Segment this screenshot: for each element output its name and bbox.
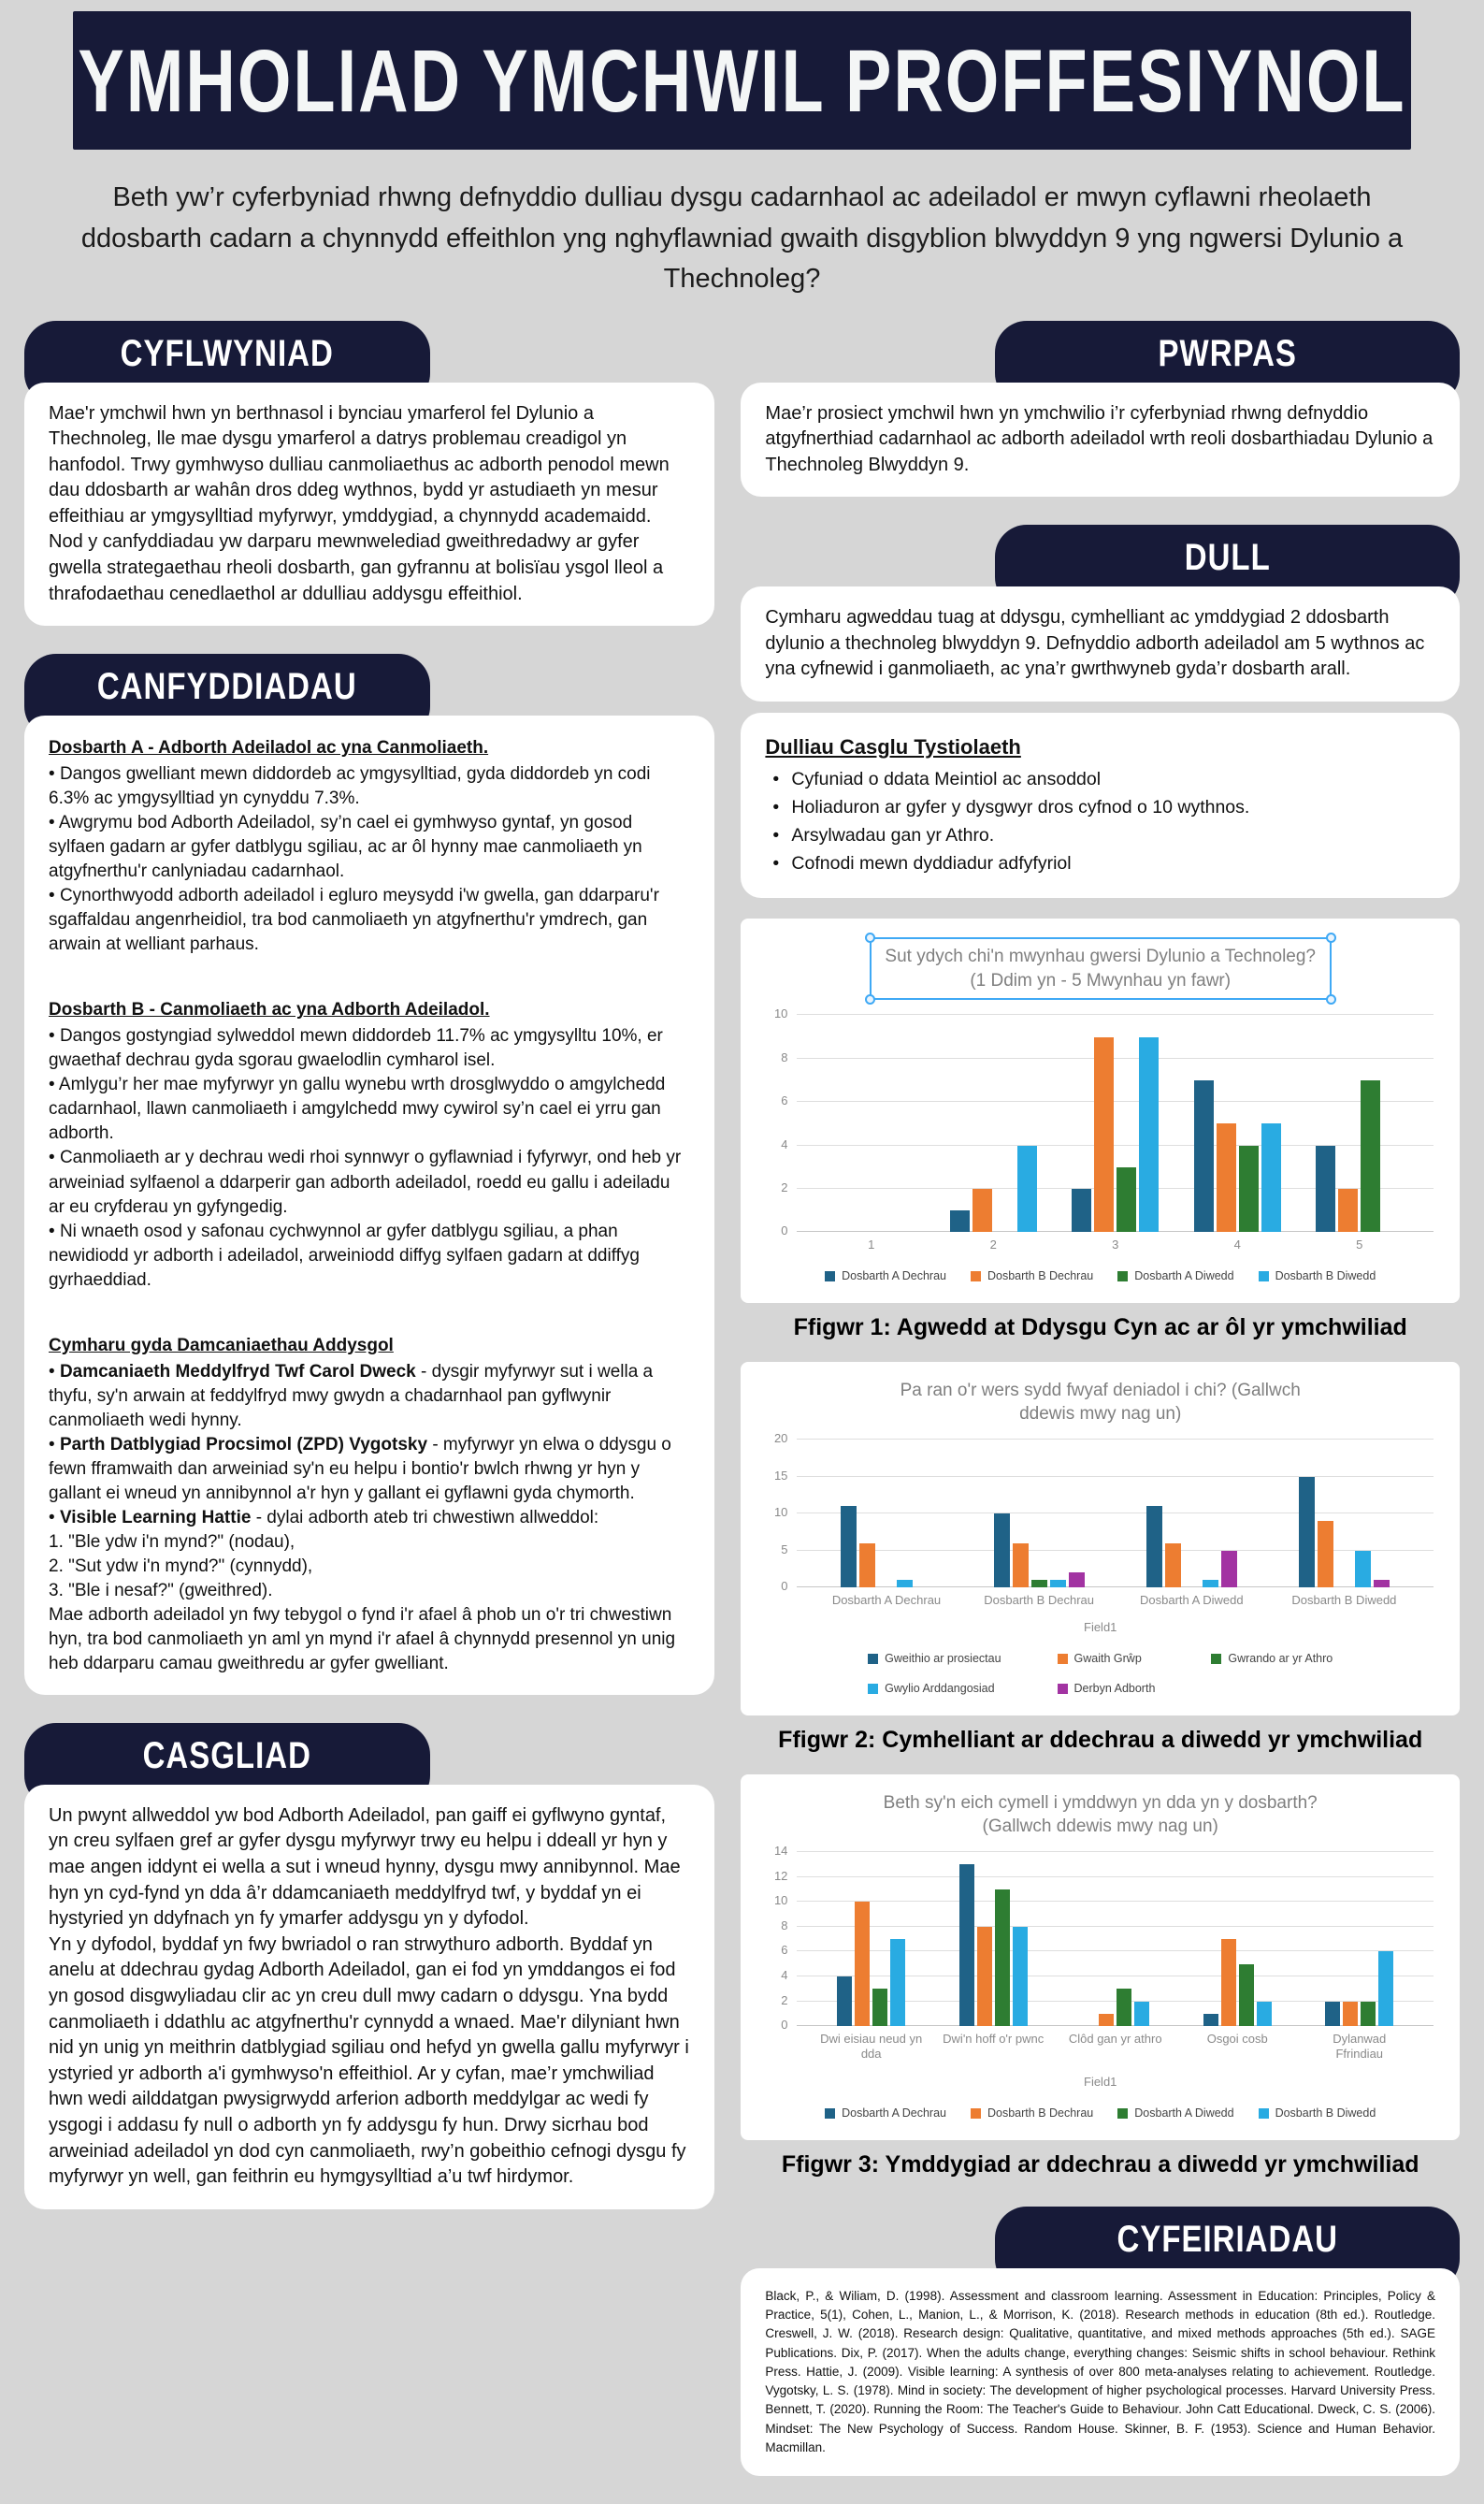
y-tick-label: 4: [761, 1967, 787, 1984]
bar: [841, 1506, 857, 1587]
legend-swatch: [1058, 1654, 1068, 1664]
x-axis-title: Field1: [757, 2074, 1443, 2091]
list-item: • Ni wnaeth osod y safonau cychwynnol ar gyfer datblygu sgiliau, a phan newidiodd yr adborth i adeiladol, arweiniodd diffyg sylfaen gadarn at ddiffyg gyrhaeddiad.: [49, 1220, 690, 1293]
list-item: 3. "Ble i nesaf?" (gweithred).: [49, 1579, 690, 1603]
list-item: • Dangos gostyngiad sylweddol mewn diddordeb 11.7% ac ymgysylltu 10%, er gwaethaf dechrau gyda sgorau gwaelodlin cymharol isel.: [49, 1024, 690, 1073]
bar: [859, 1543, 875, 1587]
findings-subheading-theories: Cymharu gyda Damcaniaethau Addysgol: [49, 1334, 690, 1358]
section-heading-label: CYFLWYNIAD: [121, 332, 334, 375]
bar-group: [1298, 1951, 1420, 2026]
bar: [1094, 1037, 1114, 1233]
x-tick-label: Osgoi cosb: [1176, 2032, 1299, 2063]
bar: [1134, 2002, 1149, 2027]
bar-group: [932, 1146, 1055, 1233]
dull-card: [741, 586, 1460, 702]
legend-item: Dosbarth B Diwedd: [1259, 2106, 1376, 2121]
bar: [994, 1513, 1010, 1587]
bar-group: [1054, 1989, 1176, 2026]
pwrpas-card: [741, 383, 1460, 498]
list-item: • Awgrymu bod Adborth Adeiladol, sy’n cael ei gymhwyso gyntaf, yn gosod sylfaen gadarn ar gyfer datblygu sgiliau, ac ar ôl hynny mae canmoliaeth yn atgyfnerthu'r canlyniadau cadarnhaol.: [49, 811, 690, 884]
poster-columns: [0, 321, 1484, 2504]
bar-group: [1116, 1506, 1268, 1587]
cyflwyniad-text: Mae'r ymchwil hwn yn berthnasol i bynciau ymarferol fel Dylunio a Thechnoleg, lle mae dysgu ymarferol a datrys problemau creadigol yn hanfodol. Trwy gymhwyso dulliau canmoliaethus ac adborth penodol mewn dau ddosbarth ar wahân dros ddeg wythnos, bydd yr astudiaeth yn mesur effeithiau ar ymgysylltiad myfyrwyr, ymddygiad, a chynnydd academaidd. Nod y canfyddiadau yw darparu mewnwelediad gweithredadwy ar gyfer gwella strategaethau rheoli dosbarth, gan gyfrannu at bolisïau ysgol lleol a thrafodaethau cenedlaethol ar ddulliau addysgu effeithiol.: [49, 401, 690, 608]
y-tick-label: 2: [761, 1992, 787, 2009]
legend-swatch: [825, 2108, 835, 2119]
legend-swatch: [1117, 1271, 1128, 1281]
bar: [897, 1580, 913, 1587]
bar-group: [810, 1506, 962, 1587]
x-tick-label: Dwi eisiau neud yn dda: [810, 2032, 932, 2063]
list-item: • Cofnodi mewn dyddiadur adfyfyriol: [765, 851, 1435, 876]
chart-title: Sut ydych chi'n mwynhau gwersi Dylunio a Technoleg? (1 Ddim yn - 5 Mwynhau yn fawr): [881, 945, 1320, 992]
x-tick-label: Dosbarth B Diwedd: [1268, 1593, 1420, 1608]
chart-legend: [757, 1651, 1443, 1697]
bar: [872, 1989, 887, 2026]
bar: [1374, 1580, 1390, 1587]
canfyddiadau-card: [24, 716, 714, 1695]
bar: [1261, 1123, 1281, 1232]
section-heading-label: CANFYDDIADAU: [97, 665, 357, 708]
legend-item: Dosbarth B Dechrau: [971, 1268, 1093, 1284]
x-tick-label: Dylanwad Ffrindiau: [1298, 2032, 1420, 2063]
bar: [1316, 1146, 1335, 1233]
findings-closing-text: Mae adborth adeiladol yn fwy tebygol o fynd i'r afael â phob un o'r tri chwestiwn hyn, tra bod canmoliaeth yn aml yn mynd i'r afael â chynnydd presennol yn unig heb ddarparu camau gweithredu ar gyfer gwelliant.: [49, 1603, 690, 1676]
section-heading-label: CYFEIRIADAU: [1117, 2218, 1338, 2261]
bar: [1194, 1080, 1214, 1232]
legend-item: Dosbarth A Dechrau: [825, 1268, 946, 1284]
research-question: Beth yw’r cyferbyniad rhwng defnyddio dulliau dysgu cadarnhaol ac adeiladol er mwyn cyflawni rheolaeth ddosbarth cadarn a chynnydd effeithlon yng nghyflawniad gwaith disgyblion blwyddyn 9 yng ngwersi Dylunio a Thechnoleg?: [51, 178, 1433, 300]
dull-text: Cymharu agweddau tuag at ddysgu, cymhelliant ac ymddygiad 2 ddosbarth dylunio a thechnoleg blwyddyn 9. Defnyddio adborth adeiladol am 5 wythnos ac yna cyfnewid i ganmoliaeth, ac yna’r gwrthwyneb gyda’r dosbarth arall.: [765, 605, 1435, 683]
bar: [1146, 1506, 1162, 1587]
findings-subheading-b: Dosbarth B - Canmoliaeth ac yna Adborth Adeiladol.: [49, 998, 690, 1022]
spacer: [49, 1293, 690, 1332]
bar-group: [963, 1513, 1116, 1587]
x-tick-label: Dosbarth B Dechrau: [963, 1593, 1116, 1608]
x-tick-label: Clôd gan yr athro: [1054, 2032, 1176, 2063]
legend-item: Gweithio ar prosiectau: [868, 1651, 1001, 1667]
chart-legend: [757, 2106, 1443, 2121]
bar: [995, 1889, 1010, 2026]
bar: [1338, 1189, 1358, 1232]
chart-plot-area: [797, 1440, 1434, 1587]
list-item: 2. "Sut ydw i'n mynd?" (cynnydd),: [49, 1555, 690, 1579]
y-tick-label: 6: [761, 1942, 787, 1959]
theories-list: [49, 1360, 690, 1530]
bar: [1117, 1167, 1136, 1233]
x-tick-label: Dosbarth A Diwedd: [1116, 1593, 1268, 1608]
bar: [1031, 1580, 1047, 1587]
x-axis-labels: [797, 1238, 1434, 1252]
chart-title: Pa ran o'r wers sydd fwyaf deniadol i chi? (Gallwch ddewis mwy nag un): [876, 1379, 1325, 1426]
bar: [1239, 1146, 1259, 1233]
findings-subheading-a: Dosbarth A - Adborth Adeiladol ac yna Canmoliaeth.: [49, 736, 690, 760]
chart-figure-3: [757, 1791, 1443, 2121]
bar: [1355, 1551, 1371, 1588]
list-item: 1. "Ble ydw i'n mynd?" (nodau),: [49, 1530, 690, 1555]
legend-item: Dosbarth A Diwedd: [1117, 2106, 1233, 2121]
bar: [1013, 1543, 1029, 1587]
x-axis-labels: [797, 1593, 1434, 1608]
bar: [1203, 2014, 1218, 2026]
chart-plot-area: [797, 1852, 1434, 2026]
bar-group: [932, 1864, 1055, 2026]
poster-title-banner: [73, 11, 1411, 150]
hattie-questions-list: [49, 1530, 690, 1603]
figure-1-caption: Ffigwr 1: Agwedd at Ddysgu Cyn ac ar ôl yr ymchwiliad: [741, 1314, 1460, 1341]
bar-groups: [797, 1852, 1434, 2026]
right-column: [741, 321, 1460, 2477]
bar-groups: [797, 1440, 1434, 1587]
legend-item: Dosbarth A Dechrau: [825, 2106, 946, 2121]
chart-legend: [757, 1268, 1443, 1284]
left-column: [24, 321, 714, 2209]
bar: [1257, 2002, 1272, 2027]
y-tick-label: 10: [761, 1006, 787, 1022]
figure-2-caption: Ffigwr 2: Cymhelliant ar ddechrau a diwedd yr ymchwiliad: [741, 1727, 1460, 1754]
figure-2-card: [741, 1362, 1460, 1715]
list-item: • Holiaduron ar gyfer y dysgwyr dros cyfnod o 10 wythnos.: [765, 795, 1435, 820]
bar: [1072, 1189, 1091, 1232]
bar: [855, 1902, 870, 2026]
evidence-subheading: Dulliau Casglu Tystiolaeth: [765, 733, 1435, 761]
casgliad-paragraph-2: Yn y dyfodol, byddaf yn fwy bwriadol o ran strwythuro adborth. Byddaf yn anelu at ddechrau gydag Adborth Adeiladol, gan ei fod yn ymddangos ei fod yn gosod disgwyliadau clir ac yn creu dull mwy cadarn o ddysgu. Yna bydd canmoliaeth i ddathlu ac atgyfnerthu'r cynnydd a wnaed. Mae'r dilyniant hwn nid yn unig yn meithrin datblygiad sgiliau ond hefyd yn gwella gallu myfyrwyr i ystyried yr adborth a'i gymhwyso'n effeithiol. Ar y cyfan, mae’r ymchwiliad hwn wedi ailddatgan pwysigrwydd arferion adborth meddylgar ac wedi fy ysgogi i addasu fy null o adborth yn fy addysgu fy hun. Drwy sicrhau bod arweiniad adeiladol yn dod cyn canmoliaeth, rwy’n gobeithio cefnogi dysgu fy myfyrwyr yn well, gan feithrin eu hymgysylltiad a’u twf hirdymor.: [49, 1932, 690, 2191]
legend-swatch: [868, 1684, 878, 1694]
casgliad-card: [24, 1785, 714, 2209]
y-tick-label: 14: [761, 1843, 787, 1860]
selection-handle[interactable]: [1326, 994, 1336, 1005]
bar: [1325, 2002, 1340, 2027]
bar: [890, 1939, 905, 2026]
bar: [950, 1210, 970, 1232]
bar: [1099, 2014, 1114, 2026]
x-axis-title: Field1: [757, 1619, 1443, 1636]
legend-item: Gwylio Arddangosiad: [868, 1681, 1001, 1697]
bar: [1017, 1146, 1037, 1233]
legend-swatch: [1117, 2108, 1128, 2119]
bar: [1378, 1951, 1393, 2026]
legend-item: Gwaith Grŵp: [1058, 1651, 1156, 1667]
section-heading-label: CASGLIAD: [143, 1734, 311, 1777]
legend-swatch: [971, 2108, 981, 2119]
references-text: Black, P., & Wiliam, D. (1998). Assessment and classroom learning. Assessment in Education: Principles, Policy & Practice, 5(1), Cohen, L., Manion, L., & Morrison, K. (2018). Research methods in education (8th ed.). Routledge. Creswell, J. W. (2018). Research design: Qualitative, quantitative, and mixed methods approaches (5th ed.). SAGE Publications. Dix, P. (2017). When the adults change, everything changes: Seismic shifts in school behaviour. Rethink Press. Hattie, J. (2009). Visible learning: A synthesis of over 800 meta-analyses relating to achievement. Routledge. Vygotsky, L. S. (1978). Mind in society: The development of higher psychological processes. Harvard University Press. Bennett, T. (2020). Running the Room: The Teacher's Guide to Behaviour. John Catt Educational. Dweck, C. S. (2006). Mindset: The New Psychology of Success. Random House. Skinner, B. F. (1953). Science and Human Behavior. Macmillan.: [765, 2287, 1435, 2457]
bar: [1069, 1572, 1085, 1587]
list-item: • Canmoliaeth ar y dechrau wedi rhoi synnwyr o gyflawniad i fyfyrwyr, ond heb yr arweiniad sylfaenol a ddarperir gan adborth adeiladol, roedd eu gallu i adeiladu ar eu cryfderau yn gyfyngedig.: [49, 1146, 690, 1219]
bar: [1239, 1964, 1254, 2026]
bar-group: [1176, 1939, 1299, 2026]
chart-title-selection-box[interactable]: [870, 937, 1332, 1000]
y-tick-label: 6: [761, 1093, 787, 1109]
x-axis-labels: [797, 2032, 1434, 2063]
y-tick-label: 15: [761, 1468, 787, 1484]
x-tick-label: 4: [1176, 1238, 1299, 1252]
y-tick-label: 4: [761, 1136, 787, 1153]
list-item: • Amlygu’r her mae myfyrwyr yn gallu wynebu wrth drosglwyddo o amgylchedd cadarnhaol, llawn canmoliaeth i amgylchedd mwy cywirol sy’n cael ei yrru gan adborth.: [49, 1073, 690, 1146]
y-tick-label: 10: [761, 1504, 787, 1521]
chart-title: Beth sy'n eich cymell i ymddwyn yn dda yn y dosbarth? (Gallwch ddewis mwy nag un): [876, 1791, 1325, 1839]
bar: [959, 1864, 974, 2026]
casgliad-paragraph-1: Un pwynt allweddol yw bod Adborth Adeiladol, pan gaiff ei gyflwyno gyntaf, yn creu sylfaen gref ar gyfer dysgu myfyrwyr trwy eu helpu i ddeall yr hyn y mae angen iddynt ei wella a sut i wneud hynny, dysgu mwy annibynnol. Mae hyn yn cyd-fynd yn dda â’r ddamcaniaeth meddylfryd twf, y byddaf yn ei hystyried yn ddyfnach yn fy ymarfer addysgu yn y dyfodol.: [49, 1803, 690, 1932]
cyfeiriadau-card: [741, 2268, 1460, 2476]
y-tick-label: 0: [761, 1578, 787, 1595]
selection-handle[interactable]: [865, 994, 875, 1005]
bar-group: [1176, 1080, 1299, 1232]
list-item: • Cynorthwyodd adborth adeiladol i egluro meysydd i'w gwella, gan ddarparu'r sgaffaldau angenrheidiol, tra bod canmoliaeth yn atgyfnerthu'r ymdrech, gan arwain at welliant parhaus.: [49, 884, 690, 957]
x-tick-label: 2: [932, 1238, 1055, 1252]
bar: [1343, 2002, 1358, 2027]
list-item: • Cyfuniad o ddata Meintiol ac ansoddol: [765, 767, 1435, 792]
poster-title: YMHOLIAD YMCHWIL PROFFESIYNOL: [78, 30, 1405, 132]
findings-list-a: [49, 762, 690, 957]
legend-swatch: [1259, 1271, 1269, 1281]
bar: [1203, 1580, 1218, 1587]
y-tick-label: 0: [761, 2017, 787, 2034]
y-tick-label: 2: [761, 1180, 787, 1196]
x-tick-label: 5: [1298, 1238, 1420, 1252]
bar-group: [1054, 1037, 1176, 1233]
bar: [977, 1927, 992, 2026]
list-item: • Parth Datblygiad Procsimol (ZPD) Vygotsky - myfyrwyr yn elwa o ddysgu o fewn fframwaith dan arweiniad sy'n eu helpu i bontio'r bwlch rhwng yr hyn y gallant ei wneud yn annibynnol a'r hyn y gallant ei gyflawni gyda chymorth.: [49, 1433, 690, 1506]
bar-group: [1298, 1080, 1420, 1232]
bar: [1299, 1477, 1315, 1588]
x-tick-label: 1: [810, 1238, 932, 1252]
legend-item: Dosbarth B Diwedd: [1259, 1268, 1376, 1284]
bar: [1050, 1580, 1066, 1587]
cyflwyniad-card: [24, 383, 714, 627]
y-tick-label: 12: [761, 1868, 787, 1885]
spacer: [49, 957, 690, 996]
legend-item: Dosbarth B Dechrau: [971, 2106, 1093, 2121]
bar: [1117, 1989, 1131, 2026]
list-item: • Damcaniaeth Meddylfryd Twf Carol Dweck - dysgir myfyrwyr sut i wella a thyfu, sy'n arwain at feddylfryd mwy gwydn a chadarnhaol pan gyflwynir canmoliaeth wedi hynny.: [49, 1360, 690, 1433]
bar-group: [1268, 1477, 1420, 1588]
legend-swatch: [971, 1271, 981, 1281]
evidence-methods-card: [741, 713, 1460, 898]
y-tick-label: 10: [761, 1892, 787, 1909]
legend-swatch: [868, 1654, 878, 1664]
bar-groups: [797, 1015, 1434, 1232]
x-tick-label: 3: [1054, 1238, 1176, 1252]
section-heading-label: PWRPAS: [1159, 332, 1297, 375]
y-tick-label: 8: [761, 1049, 787, 1066]
section-heading-label: DULL: [1185, 536, 1271, 579]
legend-swatch: [1259, 2108, 1269, 2119]
chart-plot-area: [797, 1015, 1434, 1232]
list-item: • Dangos gwelliant mewn diddordeb ac ymgysylltiad, gyda diddordeb yn codi 6.3% ac ymgysylltiad yn cynyddu 7.3%.: [49, 762, 690, 811]
legend-item: Dosbarth A Diwedd: [1117, 1268, 1233, 1284]
findings-list-b: [49, 1024, 690, 1292]
y-tick-label: 8: [761, 1918, 787, 1934]
chart-figure-2: [757, 1379, 1443, 1697]
bar: [1361, 1080, 1380, 1232]
figure-3-caption: Ffigwr 3: Ymddygiad ar ddechrau a diwedd yr ymchwiliad: [741, 2151, 1460, 2178]
list-item: • Visible Learning Hattie - dylai adborth ateb tri chwestiwn allweddol:: [49, 1506, 690, 1530]
bar: [837, 1976, 852, 2026]
x-tick-label: Dosbarth A Dechrau: [810, 1593, 962, 1608]
y-tick-label: 5: [761, 1541, 787, 1558]
x-tick-label: Dwi'n hoff o'r pwnc: [932, 2032, 1055, 2063]
bar: [1221, 1939, 1236, 2026]
bar: [1217, 1123, 1236, 1232]
list-item: • Arsylwadau gan yr Athro.: [765, 823, 1435, 848]
selection-handle[interactable]: [865, 933, 875, 943]
pwrpas-text: Mae’r prosiect ymchwil hwn yn ymchwilio i’r cyferbyniad rhwng defnyddio atgyfnerthiad cadarnhaol ac adborth adeiladol wrth reoli dosbarthiadau Dylunio a Thechnoleg Blwyddyn 9.: [765, 401, 1435, 479]
bar: [1318, 1521, 1333, 1587]
bar: [1139, 1037, 1159, 1233]
legend-swatch: [825, 1271, 835, 1281]
selection-handle[interactable]: [1326, 933, 1336, 943]
y-tick-label: 20: [761, 1430, 787, 1447]
legend-item: Gwrando ar yr Athro: [1211, 1651, 1333, 1667]
legend-swatch: [1211, 1654, 1221, 1664]
bar: [1361, 2002, 1376, 2027]
y-tick-label: 0: [761, 1223, 787, 1239]
bar: [973, 1189, 992, 1232]
bar-group: [810, 1902, 932, 2026]
bar: [1013, 1927, 1028, 2026]
bar: [1221, 1551, 1237, 1588]
legend-swatch: [1058, 1684, 1068, 1694]
bar: [1165, 1543, 1181, 1587]
legend-item: Derbyn Adborth: [1058, 1681, 1156, 1697]
evidence-list: [765, 767, 1435, 876]
figure-1-card: [741, 919, 1460, 1303]
figure-3-card: [741, 1774, 1460, 2140]
chart-figure-1: [757, 937, 1443, 1284]
